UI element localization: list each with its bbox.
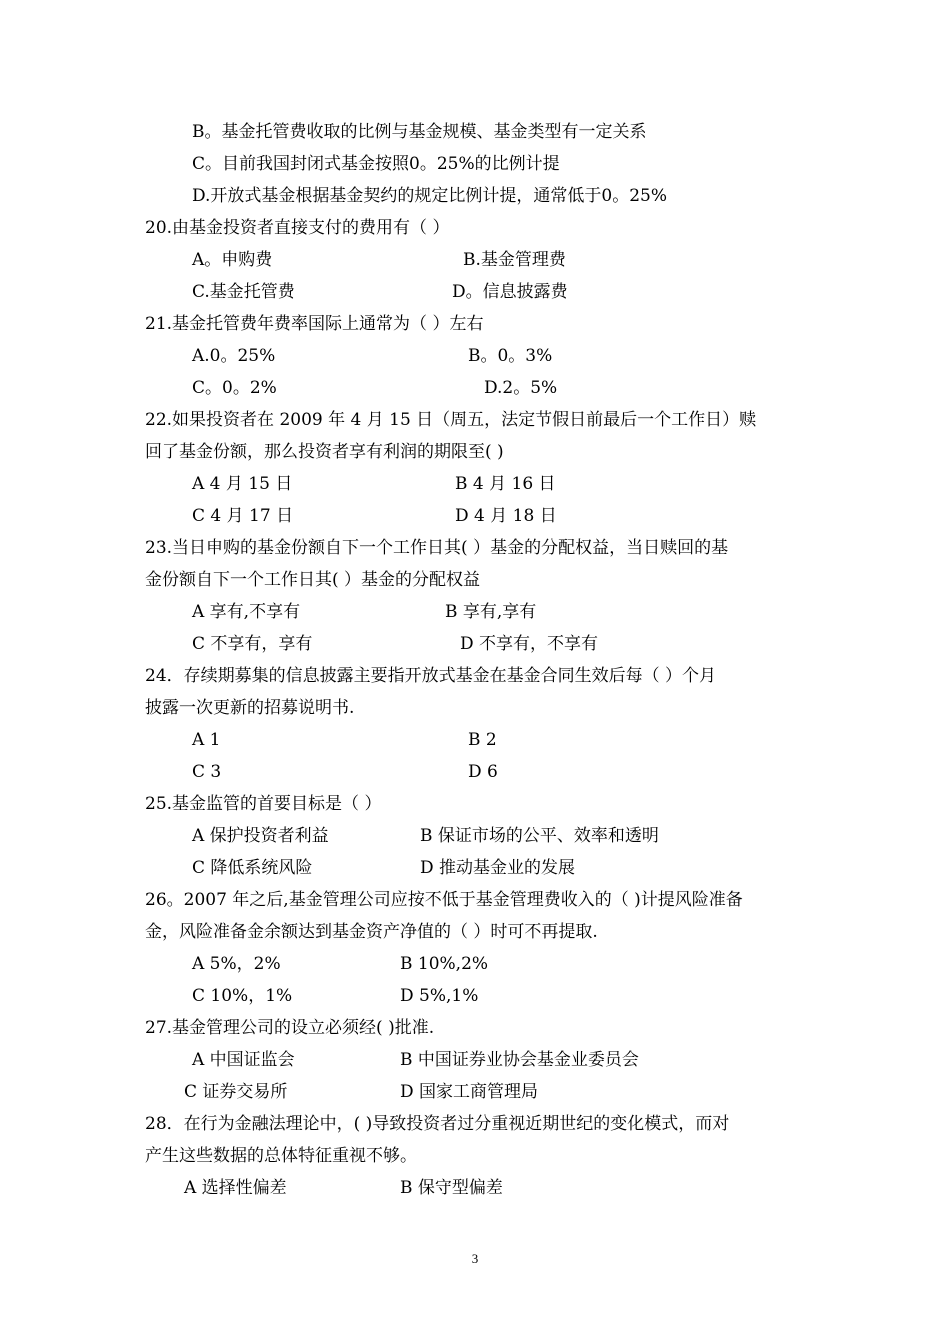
question-24-cont: 披露一次更新的招募说明书. xyxy=(145,698,355,718)
option-23-d: D 不享有，不享有 xyxy=(460,634,599,654)
option-28-b: B 保守型偏差 xyxy=(400,1178,503,1198)
question-26-cont: 金，风险准备金余额达到基金资产净值的（ ）时可不再提取. xyxy=(145,922,598,942)
question-20: 20.由基金投资者直接支付的费用有（ ） xyxy=(145,218,450,238)
question-28-cont: 产生这些数据的总体特征重视不够。 xyxy=(145,1146,417,1166)
option-27-d: D 国家工商管理局 xyxy=(400,1082,539,1102)
option-20-b: B.基金管理费 xyxy=(463,250,566,270)
option-26-b: B 10%,2% xyxy=(400,954,489,974)
option-26-c: C 10%，1% xyxy=(192,986,293,1006)
option-20-c: C.基金托管费 xyxy=(192,282,295,302)
option-22-a: A 4 月 15 日 xyxy=(192,474,293,494)
option-24-c: C 3 xyxy=(192,762,222,782)
question-23: 23.当日申购的基金份额自下一个工作日其( ）基金的分配权益，当日赎回的基 xyxy=(145,538,729,558)
option-22-b: B 4 月 16 日 xyxy=(455,474,556,494)
option-27-a: A 中国证监会 xyxy=(192,1050,295,1070)
option-26-d: D 5%,1% xyxy=(400,986,479,1006)
page-number: 3 xyxy=(471,1251,479,1266)
question-21: 21.基金托管费年费率国际上通常为（ ）左右 xyxy=(145,314,484,334)
option-26-a: A 5%，2% xyxy=(192,954,281,974)
option-19-d: D.开放式基金根据基金契约的规定比例计提，通常低于0。25% xyxy=(192,186,668,206)
option-25-c: C 降低系统风险 xyxy=(192,858,313,878)
option-23-a: A 享有,不享有 xyxy=(192,602,301,622)
option-19-c: C。目前我国封闭式基金按照0。25%的比例计提 xyxy=(192,154,560,174)
option-23-b: B 享有,享有 xyxy=(445,602,537,622)
question-26: 26。2007 年之后,基金管理公司应按不低于基金管理费收入的（ )计提风险准备 xyxy=(145,890,743,910)
question-25: 25.基金监管的首要目标是（ ） xyxy=(145,794,382,814)
option-24-a: A 1 xyxy=(192,730,221,750)
option-27-b: B 中国证券业协会基金业委员会 xyxy=(400,1050,639,1070)
question-28: 28．在行为金融法理论中，( )导致投资者过分重视近期世纪的变化模式，而对 xyxy=(145,1114,730,1134)
option-25-d: D 推动基金业的发展 xyxy=(420,858,576,878)
option-19-b: B。基金托管费收取的比例与基金规模、基金类型有一定关系 xyxy=(192,122,647,142)
question-24: 24．存续期募集的信息披露主要指开放式基金在基金合同生效后每（ ）个月 xyxy=(145,666,717,686)
option-20-d: D。信息披露费 xyxy=(452,282,568,302)
option-21-a: A.0。25% xyxy=(192,346,276,366)
option-22-c: C 4 月 17 日 xyxy=(192,506,294,526)
option-21-c: C。0。2% xyxy=(192,378,277,398)
option-27-c: C 证券交易所 xyxy=(184,1082,288,1102)
option-20-a: A。申购费 xyxy=(192,250,273,270)
option-25-a: A 保护投资者利益 xyxy=(192,826,329,846)
option-21-d: D.2。5% xyxy=(484,378,558,398)
question-22: 22.如果投资者在 2009 年 4 月 15 日（周五，法定节假日前最后一个工作日）赎 xyxy=(145,410,757,430)
option-21-b: B。0。3% xyxy=(468,346,553,366)
question-22-cont: 回了基金份额，那么投资者享有利润的期限至( ) xyxy=(145,442,504,462)
option-25-b: B 保证市场的公平、效率和透明 xyxy=(420,826,659,846)
question-27: 27.基金管理公司的设立必须经( )批准. xyxy=(145,1018,435,1038)
option-23-c: C 不享有，享有 xyxy=(192,634,313,654)
option-24-b: B 2 xyxy=(468,730,497,750)
question-23-cont: 金份额自下一个工作日其( ）基金的分配权益 xyxy=(145,570,481,590)
option-24-d: D 6 xyxy=(468,762,498,782)
option-22-d: D 4 月 18 日 xyxy=(455,506,557,526)
option-28-a: A 选择性偏差 xyxy=(184,1178,287,1198)
